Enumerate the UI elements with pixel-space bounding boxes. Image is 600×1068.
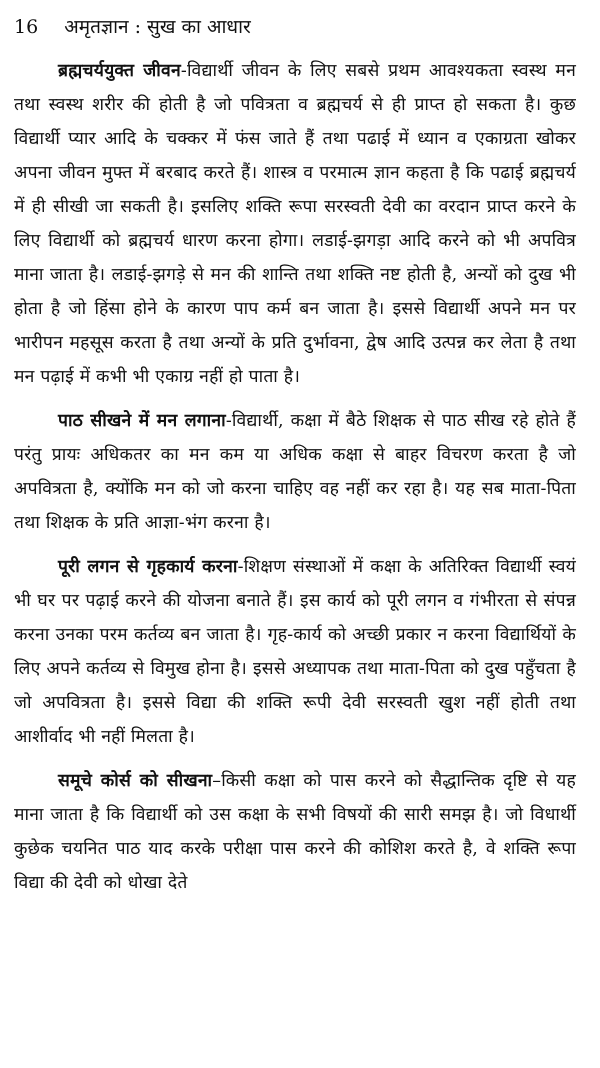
page-header [14,14,576,40]
paragraph-body: -विद्यार्थी, कक्षा में बैठे शिक्षक से पाठ सीख रहे होते हैं परंतु प्रायः अधिकतर का मन कम या अधिक कक्षा से बाहर विचरण करता है जो अपवित्रता है, क्योंकि मन को जो करना चाहिए वह नहीं कर रहा है। यह सब माता-पिता तथा शिक्षक के प्रति आज्ञा-भंग करना है। [14,411,576,533]
paragraph-body: -शिक्षण संस्थाओं में कक्षा के अतिरिक्त विद्यार्थी स्वयं भी घर पर पढ़ाई करने की योजना बनाते हैं। इस कार्य को पूरी लगन व गंभीरता से संपन्न करना उनका परम कर्तव्य बन जाता है। गृह-कार्य को अच्छी प्रकार न करना विद्यार्थियों के लिए अपने कर्तव्य से विमुख होना है। इससे अध्यापक तथा माता-पिता को दुख पहुँचता है जो अपवित्रता है। इससे विद्या की शक्ति रूपी देवी सरस्वती खुश नहीं होती तथा आशीर्वाद भी नहीं मिलता है। [14,557,576,747]
paragraph-body: -विद्यार्थी जीवन के लिए सबसे प्रथम आवश्यकता स्वस्थ मन तथा स्वस्थ शरीर की होती है जो पवित्रता व ब्रह्मचर्य से ही प्राप्त हो सकता है। कुछ विद्यार्थी प्यार आदि के चक्कर में फंस जाते हैं तथा पढाई में ध्यान व एकाग्रता खोकर अपना जीवन मुफ्त में बरबाद करते हैं। शास्त्र व परमात्म ज्ञान कहता है कि पढाई ब्रह्मचर्य में ही सीखी जा सकती है। इसलिए शक्ति रूपा सरस्वती देवी का वरदान प्राप्त करने के लिए विद्यार्थी को ब्रह्मचर्य धारण करना होगा। लडाई-झगड़ा आदि करने को भी अपवित्र माना जाता है। लडाई-झगड़े से मन की शान्ति तथा शक्ति नष्ट होती है, अन्यों को दुख भी होता है जो हिंसा होने के कारण पाप कर्म बन जाता है। इससे विद्यार्थी अपने मन पर भारीपन महसूस करता है तथा अन्यों के प्रति दुर्भावना, द्वेष आदि उत्पन्न कर लेता है तथा मन पढ़ाई में कभी भी एकाग्र नहीं हो पाता है। [14,61,576,387]
paragraph-heading: पाठ सीखने में मन लगाना [58,411,226,431]
paragraph-brahmacharya [14,54,576,394]
paragraph-lesson-focus [14,404,576,540]
paragraph-homework [14,550,576,754]
paragraph-heading: ब्रह्मचर्ययुक्त जीवन [58,61,181,81]
page-number: 16 [14,16,39,38]
paragraph-body: –किसी कक्षा को पास करने को सैद्धान्तिक दृष्टि से यह माना जाता है कि विद्यार्थी को उस कक्षा के सभी विषयों की सारी समझ है। जो विधार्थी कुछेक चयनित पाठ याद करके परीक्षा पास करने की कोशिश करते है, वे शक्ति रूपा विद्या की देवी को धोखा देते [14,771,576,893]
paragraph-heading: समूचे कोर्स को सीखना [58,771,213,791]
running-title: अमृतज्ञान : सुख का आधार [64,16,251,38]
paragraph-whole-course [14,764,576,900]
paragraph-heading: पूरी लगन से गृहकार्य करना [58,557,238,577]
